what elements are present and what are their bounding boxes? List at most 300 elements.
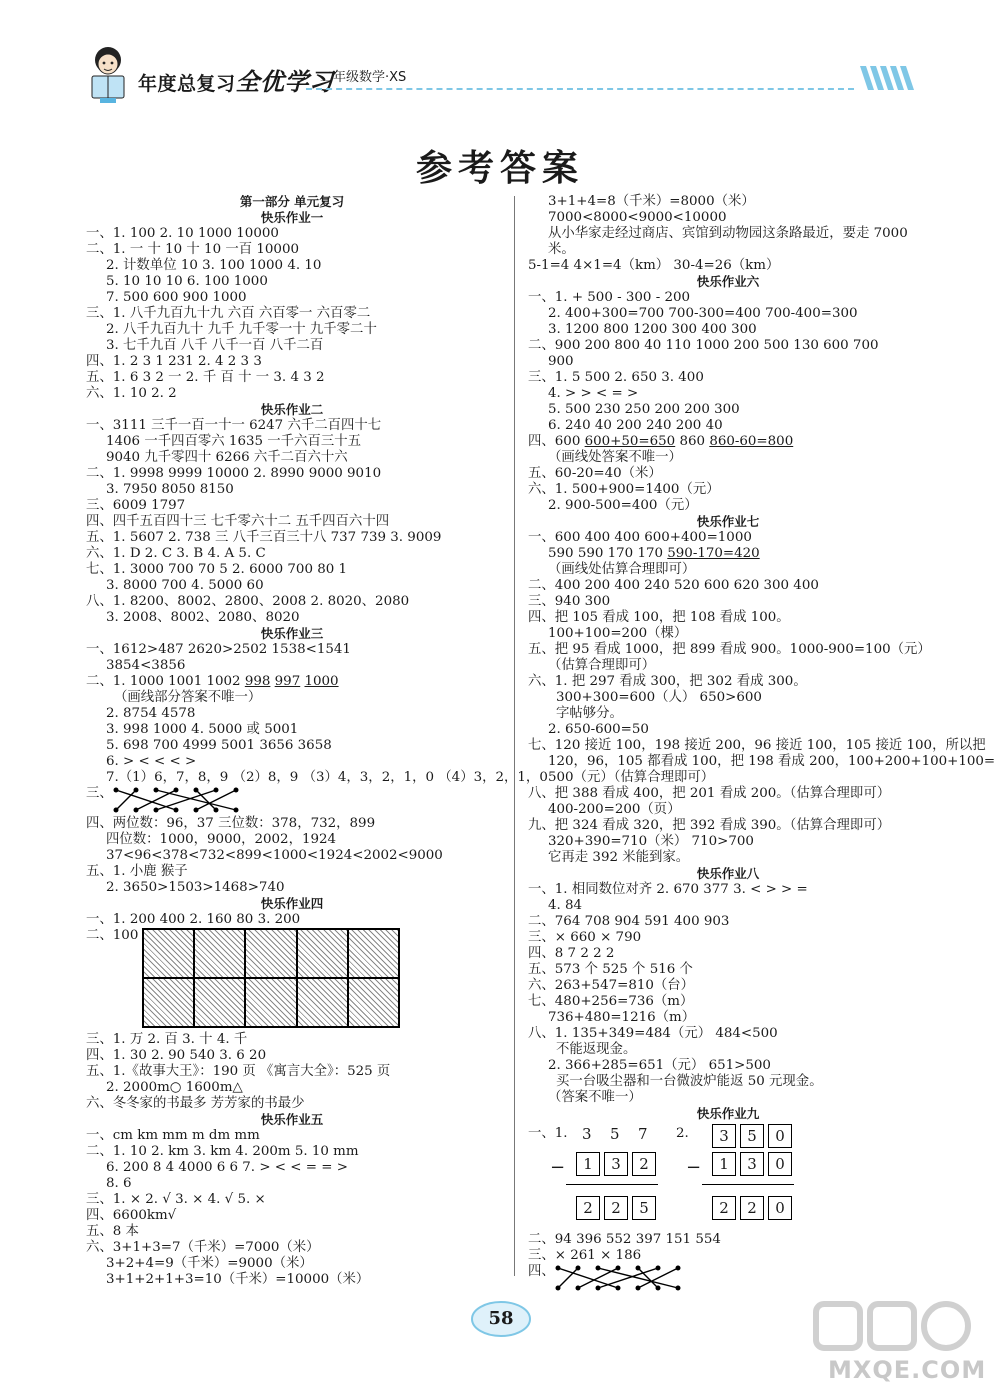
answer-text: 六、1. 500+900=1400（元） <box>528 482 720 497</box>
digit-box: 3 <box>740 1152 764 1176</box>
answer-text: 300+300=600（人） 650>600 <box>556 690 762 705</box>
answer-line <box>528 962 928 978</box>
answer-text: 快乐作业一 <box>260 210 324 225</box>
answer-text: 二、764 708 904 591 400 903 <box>528 914 730 929</box>
answer-text: 二、1. 10 2. km 3. km 4. 200m 5. 10 mm <box>86 1144 359 1159</box>
answer-text: 6. 240 40 200 240 200 40 <box>548 418 723 433</box>
answer-line <box>86 610 498 626</box>
answer-line <box>528 546 928 562</box>
answer-text: 400-200=200（页） <box>548 802 681 817</box>
answer-line <box>528 402 928 418</box>
answer-text: 九、把 324 看成 320，把 392 看成 390。（估算合理即可） <box>528 818 891 833</box>
answer-text: 不能返现金。 <box>556 1042 637 1057</box>
answer-line <box>528 466 928 482</box>
answer-text: 米。 <box>548 242 575 257</box>
answer-text: 快乐作业八 <box>696 866 760 881</box>
answer-line <box>528 386 928 402</box>
answer-text: 1406 一千四百零六 1635 一千六百三十五 <box>106 434 362 449</box>
answer-text: 三、1. 万 2. 百 3. 十 4. 千 <box>86 1032 248 1047</box>
picture-cell-icon <box>297 929 348 978</box>
answer-line <box>528 1232 928 1248</box>
answer-line <box>528 978 928 994</box>
answer-text: 3+2+4=9（千米）=9000（米） <box>106 1256 313 1271</box>
answer-line <box>528 770 928 786</box>
answer-text: 二、94 396 552 397 151 554 <box>528 1232 721 1247</box>
answer-line <box>86 1032 498 1048</box>
answer-line <box>528 306 928 322</box>
answer-text: 8. 6 <box>106 1176 132 1191</box>
answer-text: （画线部分答案不唯一） <box>114 690 262 705</box>
digit-text: 3 <box>582 1125 592 1143</box>
answer-line <box>86 928 498 1032</box>
answer-line <box>86 306 498 322</box>
answer-text: 快乐作业三 <box>260 626 324 641</box>
answer-text: 二、900 200 800 40 110 1000 200 500 130 600 700 <box>528 338 879 353</box>
answer-line <box>86 658 498 674</box>
column-divider <box>514 196 515 1276</box>
answer-line <box>528 530 928 546</box>
answer-line <box>86 1176 498 1192</box>
answer-text: （画线处答案不唯一） <box>548 450 682 465</box>
mascot-reading-icon <box>84 44 132 104</box>
counting-pictures-grid <box>142 928 400 1028</box>
answer-text: 五、1.《故事大王》：190 页 《寓言大全》：525 页 <box>86 1064 391 1079</box>
picture-cell-icon <box>245 929 296 978</box>
answer-line <box>528 1074 928 1090</box>
answer-text: 四、1. 30 2. 90 540 3. 6 20 <box>86 1048 267 1063</box>
answer-text: 六、1. D 2. C 3. B 4. A 5. C <box>86 546 266 561</box>
section-heading <box>528 514 928 530</box>
answer-line <box>528 754 996 770</box>
answer-line <box>86 1256 498 1272</box>
answer-text: 快乐作业六 <box>696 274 760 289</box>
answer-text: 860 <box>679 434 710 449</box>
answer-line <box>86 242 498 258</box>
answer-text: 4. > > < = > <box>548 386 639 401</box>
answer-text: 八、1. 8200、8002、2800、2008 2. 8020、2080 <box>86 594 410 609</box>
answer-text: 3. 7950 8050 8150 <box>106 482 234 497</box>
answer-line <box>86 1144 498 1160</box>
answer-text: 七、480+256=736（m） <box>528 994 694 1009</box>
answer-line <box>528 242 928 258</box>
answer-line <box>528 626 928 642</box>
answer-line <box>528 610 928 626</box>
answer-line <box>86 226 498 242</box>
digit-box: 3 <box>712 1124 736 1148</box>
answer-line <box>528 482 928 498</box>
picture-cell-icon <box>348 929 399 978</box>
answer-text: 六、263+547=810（台） <box>528 978 695 993</box>
answer-line <box>86 722 498 738</box>
answer-line <box>528 1090 928 1106</box>
answer-line <box>528 882 928 898</box>
answer-text: 四、600 <box>528 434 585 449</box>
answer-line <box>528 834 928 850</box>
answer-line <box>528 322 928 338</box>
answer-line <box>528 1058 928 1074</box>
brand-title: 年度总复习全优学习 <box>138 68 334 96</box>
underlined-answer: 997 <box>274 674 301 689</box>
digit-box: 2 <box>740 1196 764 1220</box>
answer-text: 七、120 接近 100，198 接近 200，96 接近 100，105 接近 100，所以把 <box>528 738 986 753</box>
answer-text: 7. 500 600 900 1000 <box>106 290 247 305</box>
underlined-answer: 998 <box>244 674 271 689</box>
answer-line <box>528 338 928 354</box>
digit-box: 2 <box>632 1152 656 1176</box>
answer-line <box>86 706 498 722</box>
minus-sign-icon: − <box>686 1157 702 1178</box>
answer-line <box>86 770 548 786</box>
answer-line <box>528 690 928 706</box>
answer-line <box>528 786 928 802</box>
answer-line <box>86 1192 498 1208</box>
answer-text: 八、1. 135+349=484（元） 484<500 <box>528 1026 778 1041</box>
answer-line <box>86 864 498 880</box>
answer-text: 四、把 105 看成 100，把 108 看成 100。 <box>528 610 790 625</box>
answer-line <box>528 258 928 274</box>
answer-text: 7.（1）6，7，8，9 （2）8，9 （3）4，3，2，1，0 （4）3，2，1，0 <box>106 770 548 785</box>
answer-text: 一、600 400 400 600+400=1000 <box>528 530 752 545</box>
answer-line <box>86 1048 498 1064</box>
answer-line <box>528 674 928 690</box>
answer-text: 快乐作业九 <box>696 1106 760 1121</box>
answer-text: 590 590 170 170 <box>548 546 668 561</box>
answer-line <box>528 802 928 818</box>
answer-line <box>86 274 498 290</box>
answer-text: 一、1. 100 2. 10 1000 10000 <box>86 226 279 241</box>
answer-line <box>86 562 498 578</box>
digit-box: 0 <box>768 1196 792 1220</box>
answer-text: 四、 <box>528 1264 555 1279</box>
answer-text: 八、把 388 看成 400，把 201 看成 200。（估算合理即可） <box>528 786 891 801</box>
answer-line <box>528 578 928 594</box>
answer-text: 500（元）（估算合理即可） <box>548 770 715 785</box>
section-heading <box>528 274 928 290</box>
picture-cell-icon <box>194 978 245 1027</box>
answer-text: 一、1. <box>528 1126 568 1141</box>
answer-text: 四、8 7 2 2 2 <box>528 946 615 961</box>
page-header <box>0 0 1000 110</box>
answer-text: 一、1. 200 400 2. 160 80 3. 200 <box>86 912 301 927</box>
answer-line <box>528 1026 928 1042</box>
answer-text: 二、1. 9998 9999 10000 2. 8990 9000 9010 <box>86 466 382 481</box>
digit-box: 0 <box>768 1152 792 1176</box>
answer-line <box>528 706 928 722</box>
answer-text: 3. 2008、8002、2080、8020 <box>106 610 300 625</box>
digit-box: 2 <box>604 1196 628 1220</box>
answer-line <box>86 386 498 402</box>
answer-line <box>528 818 928 834</box>
answer-line <box>528 1122 928 1232</box>
answer-text: 900 <box>548 354 574 369</box>
answer-text: 二、400 200 400 240 520 600 620 300 400 <box>528 578 819 593</box>
answer-text: 2. 366+285=651（元） 651>500 <box>548 1058 771 1073</box>
answer-line <box>86 1096 498 1112</box>
answer-text: 一、1. + 500 - 300 - 200 <box>528 290 691 305</box>
answer-text: 100+100=200（棵） <box>548 626 688 641</box>
answer-text: 2. 8754 4578 <box>106 706 196 721</box>
answer-line <box>528 658 928 674</box>
answer-line <box>86 338 498 354</box>
underlined-answer: 590-170=420 <box>667 546 760 561</box>
answer-line <box>86 1272 498 1288</box>
answer-line <box>86 832 498 848</box>
answer-line <box>528 738 986 754</box>
matching-lines-icon <box>548 1264 698 1292</box>
right-column <box>528 194 996 1294</box>
answer-text: 五、1. 小鹿 猴子 <box>86 864 188 879</box>
answer-line <box>528 418 928 434</box>
section-heading <box>86 194 498 210</box>
answer-line <box>528 354 928 370</box>
answer-line <box>528 1042 928 1058</box>
answer-text: 七、1. 3000 700 70 5 2. 6000 700 80 1 <box>86 562 348 577</box>
answer-line <box>86 546 498 562</box>
digit-box: 2 <box>576 1196 600 1220</box>
answer-line <box>86 1160 498 1176</box>
answer-text: 2. 900-500=400（元） <box>548 498 698 513</box>
answer-line <box>528 498 928 514</box>
answer-line <box>528 562 928 578</box>
answer-line <box>528 1010 928 1026</box>
answer-line <box>528 370 928 386</box>
digit-box: 1 <box>576 1152 600 1176</box>
answer-line <box>528 930 928 946</box>
answer-text: 买一台吸尘器和一台微波炉能返 50 元现金。 <box>556 1074 823 1089</box>
answer-text: 三、1. 5 500 2. 650 3. 400 <box>528 370 704 385</box>
picture-cell-icon <box>348 978 399 1027</box>
answer-line <box>86 1208 498 1224</box>
picture-cell-icon <box>143 929 194 978</box>
answer-line <box>528 898 928 914</box>
answer-text: 五、1. 6 3 2 一 2. 千 百 十 一 3. 4 3 2 <box>86 370 325 385</box>
answer-line <box>86 1224 498 1240</box>
underlined-answer: 1000 <box>304 674 339 689</box>
answer-line <box>86 434 498 450</box>
underlined-answer: 860-60=800 <box>709 434 794 449</box>
answer-line <box>528 434 928 450</box>
answer-text: 7000<8000<9000<10000 <box>548 210 727 225</box>
answer-text: 120，96，105 都看成 100，把 198 看成 200，100+200+100+100= <box>548 754 996 769</box>
digit-text: 7 <box>638 1125 648 1143</box>
answer-text: 四、6600km√ <box>86 1208 177 1223</box>
answer-text: 一、3111 三千一百一十一 6247 六千二百四十七 <box>86 418 382 433</box>
answer-line <box>86 466 498 482</box>
answer-text: 五、60-20=40（米） <box>528 466 662 481</box>
underlined-answer: 600+50=650 <box>584 434 676 449</box>
digit-box: 1 <box>712 1152 736 1176</box>
digit-text: 5 <box>610 1125 620 1143</box>
answer-line <box>86 754 498 770</box>
answer-text: （答案不唯一） <box>548 1090 642 1105</box>
answer-line <box>528 594 928 610</box>
answer-text: 2. 3650>1503>1468>740 <box>106 880 285 895</box>
left-column <box>86 194 548 1288</box>
answer-text: 2. <box>676 1126 689 1141</box>
answer-text: 快乐作业七 <box>696 514 760 529</box>
answer-text: 四、四千五百四十三 七千零六十二 五千四百六十四 <box>86 514 390 529</box>
picture-cell-icon <box>194 929 245 978</box>
answer-text: 二、1. 一 十 10 十 10 一百 10000 <box>86 242 299 257</box>
header-divider <box>306 88 854 90</box>
answer-text: 2. 400+300=700 700-300=400 700-400=300 <box>548 306 858 321</box>
answer-line <box>86 450 498 466</box>
answer-line <box>86 418 498 434</box>
answer-text: 第一部分 单元复习 <box>239 194 345 209</box>
subject-label: 二年级数学·XS <box>320 70 407 85</box>
answer-text: 字帖够分。 <box>556 706 623 721</box>
answer-text: 9040 九千零四十 6266 六千二百六十六 <box>106 450 348 465</box>
digit-box: 3 <box>604 1152 628 1176</box>
answer-text: 5. 10 10 10 6. 100 1000 <box>106 274 268 289</box>
section-heading <box>528 866 928 882</box>
answer-text: 3. 998 1000 4. 5000 或 5001 <box>106 722 299 737</box>
answer-text: 3. 七千九百 八千 八千一百 八千二百 <box>106 338 324 353</box>
answer-line <box>86 498 498 514</box>
answer-line <box>528 722 928 738</box>
watermark-text: MXQE.COM <box>828 1356 987 1384</box>
answer-line <box>86 258 498 274</box>
picture-cell-icon <box>297 978 348 1027</box>
answer-line <box>528 1264 928 1294</box>
answer-text: 37<96<378<732<899<1000<1924<2002<9000 <box>106 848 443 863</box>
digit-box: 2 <box>712 1196 736 1220</box>
answer-line <box>528 994 928 1010</box>
answer-line <box>86 1128 498 1144</box>
answer-text: （估算合理即可） <box>548 658 656 673</box>
answer-text: 三、× 261 × 186 <box>528 1248 642 1263</box>
answer-line <box>86 1080 498 1096</box>
answer-line <box>86 290 498 306</box>
answer-line <box>86 482 498 498</box>
answer-text: 五、1. 5607 2. 738 三 八千三百三十八 737 739 3. 9009 <box>86 530 442 545</box>
answer-text: 3+1+4=8（千米）=8000（米） <box>548 194 755 209</box>
answer-text: （画线处估算合理即可） <box>548 562 696 577</box>
answer-text: 六、1. 10 2. 2 <box>86 386 177 401</box>
answer-text: 四位数：1000，9000，2002，1924 <box>106 832 337 847</box>
answer-line <box>86 848 498 864</box>
calc-rule <box>702 1184 794 1185</box>
answer-text: 一、cm km mm m dm mm <box>86 1128 260 1143</box>
answer-line <box>528 194 928 210</box>
answer-text: 四、1. 2 3 1 231 2. 4 2 3 3 <box>86 354 262 369</box>
answer-text: 320+390=710（米） 710>700 <box>548 834 754 849</box>
answer-line <box>528 946 928 962</box>
digit-box: 0 <box>768 1124 792 1148</box>
answer-line <box>86 642 498 658</box>
answer-text: 它再走 392 米能到家。 <box>548 850 690 865</box>
answer-text: 四、两位数：96，37 三位数：378，732，899 <box>86 816 376 831</box>
answer-line <box>86 786 498 816</box>
digit-box: 5 <box>740 1124 764 1148</box>
answer-line <box>86 594 498 610</box>
answer-text: 二、100 <box>86 928 139 943</box>
answer-text: 三、1. 八千九百九十九 六百 六百零一 六百零二 <box>86 306 371 321</box>
answer-line <box>528 210 928 226</box>
section-heading <box>528 1106 928 1122</box>
answer-text: 快乐作业二 <box>260 402 324 417</box>
answer-line <box>86 1064 498 1080</box>
answer-text: 2. 计数单位 10 3. 100 1000 4. 10 <box>106 258 322 273</box>
matching-lines-icon <box>106 786 256 814</box>
page-title: 参考答案 <box>415 147 584 189</box>
answer-text: 快乐作业五 <box>260 1112 324 1127</box>
answer-text: 2. 2000m○ 1600m△ <box>106 1080 243 1095</box>
page-number: 58 <box>488 1308 514 1329</box>
answer-text: 3+1+2+1+3=10（千米）=10000（米） <box>106 1272 370 1287</box>
answer-text: 一、1. 相同数位对齐 2. 670 377 3. < > > = <box>528 882 808 897</box>
answer-text: 4. 84 <box>548 898 583 913</box>
section-heading <box>86 896 498 912</box>
answer-text: 6. > < < < > <box>106 754 197 769</box>
minus-sign-icon: − <box>550 1157 566 1178</box>
answer-text: 五、把 95 看成 1000，把 899 看成 900。1000-900=100（元） <box>528 642 931 657</box>
answer-text: 6. 200 8 4 4000 6 6 7. > < < = = > <box>106 1160 348 1175</box>
section-heading <box>86 1112 498 1128</box>
answer-text: 2. 650-600=50 <box>548 722 649 737</box>
answer-text: 2. 八千九百九十 九千 九千零一十 九千零二十 <box>106 322 377 337</box>
answer-text: 一、1612>487 2620>2502 1538<1541 <box>86 642 351 657</box>
answer-text: 六、1. 把 297 看成 300，把 302 看成 300。 <box>528 674 807 689</box>
answer-line <box>86 578 498 594</box>
answer-line <box>86 370 498 386</box>
answer-text: 二、1. 1000 1001 1002 <box>86 674 245 689</box>
answer-line <box>86 880 498 896</box>
answer-line <box>528 642 931 658</box>
answer-text: 从小华家走经过商店、宾馆到动物园这条路最近，要走 7000 <box>548 226 908 241</box>
answer-text: 六、冬冬家的书最多 芳芳家的书最少 <box>86 1096 305 1111</box>
answer-line <box>528 450 928 466</box>
answer-text: 5-1=4 4×1=4（km） 30-4=26（km） <box>528 258 780 273</box>
section-heading <box>86 402 498 418</box>
answer-line <box>86 1240 498 1256</box>
answer-text: 三、 <box>86 786 113 801</box>
picture-cell-icon <box>143 978 194 1027</box>
answer-line <box>86 514 498 530</box>
answer-text: 快乐作业四 <box>260 896 324 911</box>
picture-cell-icon <box>245 978 296 1027</box>
answer-text: 六、3+1+3=7（千米）=7000（米） <box>86 1240 320 1255</box>
answer-line <box>528 850 928 866</box>
answer-line <box>86 530 498 546</box>
answer-text: 5. 500 230 250 200 200 300 <box>548 402 740 417</box>
answer-line <box>86 738 498 754</box>
answer-line <box>528 290 928 306</box>
answer-text: 3854<3856 <box>106 658 186 673</box>
answer-line <box>528 914 928 930</box>
answer-text: 3. 8000 700 4. 5000 60 <box>106 578 264 593</box>
answer-text: 5. 698 700 4999 5001 3656 3658 <box>106 738 332 753</box>
digit-box: 5 <box>632 1196 656 1220</box>
answer-line <box>528 226 928 242</box>
section-heading <box>86 210 498 226</box>
answer-text: 三、× 660 × 790 <box>528 930 642 945</box>
calc-rule <box>566 1184 658 1185</box>
answer-line <box>528 1248 928 1264</box>
answer-text: 三、1. × 2. √ 3. × 4. √ 5. × <box>86 1192 266 1207</box>
answer-text: 五、8 本 <box>86 1224 139 1239</box>
answer-line <box>86 816 498 832</box>
section-heading <box>86 626 498 642</box>
answer-line <box>86 674 498 690</box>
answer-text: 736+480=1216（m） <box>548 1010 696 1025</box>
answer-line <box>86 322 498 338</box>
answer-text: 三、940 300 <box>528 594 611 609</box>
answer-text: 3. 1200 800 1200 300 400 300 <box>548 322 757 337</box>
stripes-decoration-icon <box>858 66 918 90</box>
answer-line <box>86 912 498 928</box>
answer-line <box>86 690 498 706</box>
